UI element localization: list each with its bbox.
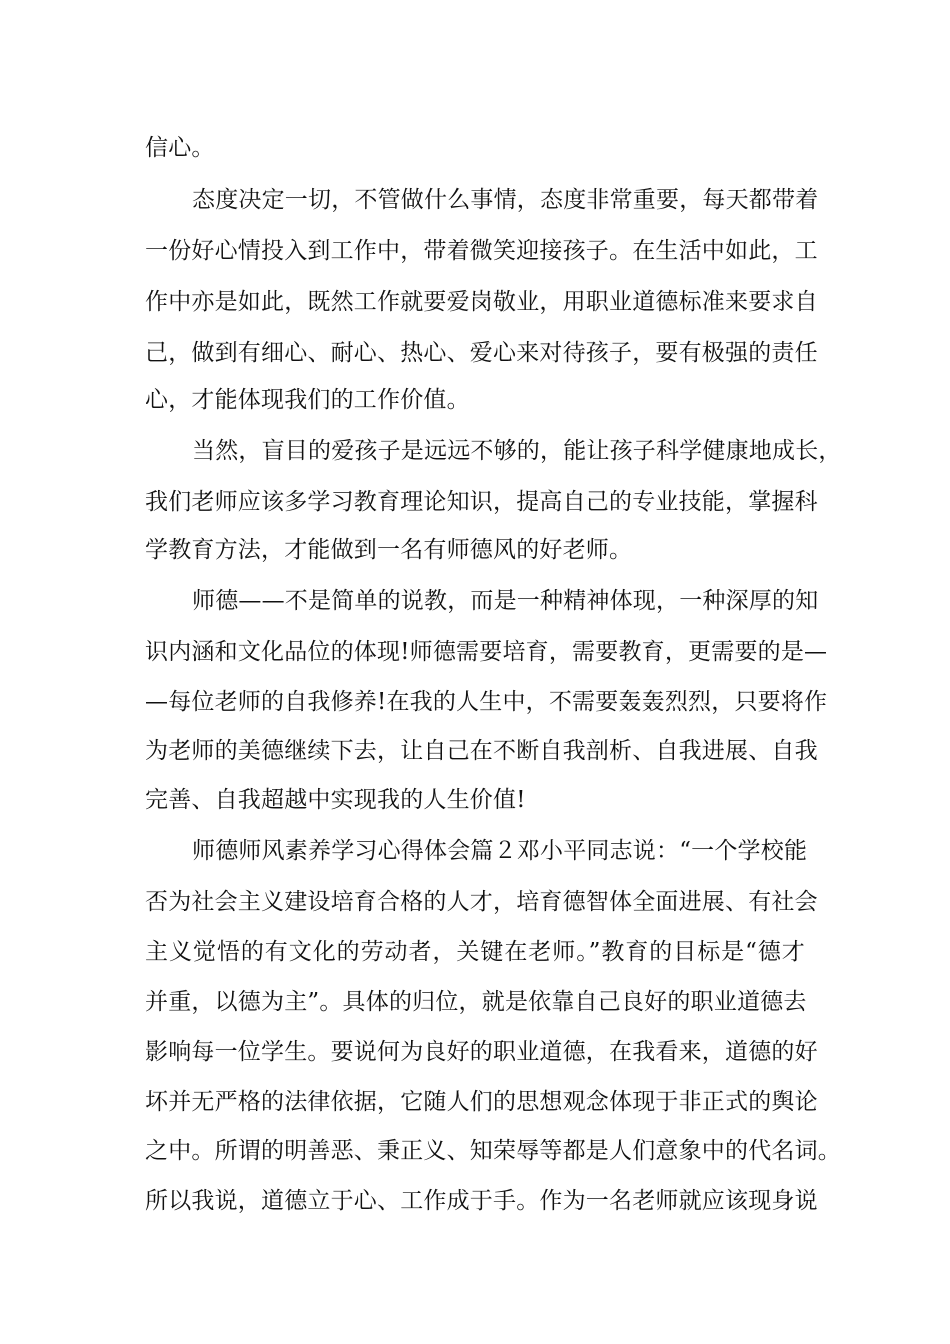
text-line: 心，才能体现我们的工作价值。 [145, 387, 470, 413]
text-line: 坏并无严格的法律依据，它随人们的思想观念体现于非正式的舆论 [145, 1089, 818, 1115]
text-line: 识内涵和文化品位的体现!师德需要培育，需要教育，更需要的是— [145, 639, 828, 665]
text-line: 完善、自我超越中实现我的人生价值! [145, 787, 526, 813]
text-line: 并重，以德为主”。具体的归位，就是依靠自己良好的职业道德去 [145, 989, 807, 1015]
text-line: 作中亦是如此，既然工作就要爱岗敬业，用职业道德标准来要求自 [145, 289, 818, 315]
paragraph-first-line: 态度决定一切，不管做什么事情，态度非常重要，每天都带着 [192, 187, 819, 213]
text-line: 否为社会主义建设培育合格的人才，培育德智体全面进展、有社会 [145, 889, 818, 915]
text-line: 我们老师应该多学习教育理论知识，提高自己的专业技能，掌握科 [145, 489, 818, 515]
text-line: 所以我说，道德立于心、工作成于手。作为一名老师就应该现身说 [145, 1188, 818, 1214]
text-line: 主义觉悟的有文化的劳动者，关键在老师。”教育的目标是“德才 [145, 939, 805, 965]
text-line: 之中。所谓的明善恶、秉正义、知荣辱等都是人们意象中的代名词。 [145, 1138, 841, 1164]
paragraph-first-line: 当然，盲目的爱孩子是远远不够的，能让孩子科学健康地成长， [192, 438, 842, 464]
text-line: 一份好心情投入到工作中，带着微笑迎接孩子。在生活中如此，工 [145, 238, 818, 264]
text-line: 影响每一位学生。要说何为良好的职业道德，在我看来，道德的好 [145, 1039, 818, 1065]
text-line: 己，做到有细心、耐心、热心、爱心来对待孩子，要有极强的责任 [145, 340, 818, 366]
text-line: 信心。 [145, 135, 215, 161]
paragraph-first-line: 师德——不是简单的说教，而是一种精神体现，一种深厚的知 [192, 588, 819, 614]
text-line: 为老师的美德继续下去，让自己在不断自我剖析、自我进展、自我 [145, 738, 818, 764]
text-line: 学教育方法，才能做到一名有师德风的好老师。 [145, 537, 633, 563]
text-line: —每位老师的自我修养!在我的人生中，不需要轰轰烈烈，只要将作 [145, 689, 828, 715]
paragraph-first-line: 师德师风素养学习心得体会篇２邓小平同志说：“一个学校能 [192, 838, 808, 864]
